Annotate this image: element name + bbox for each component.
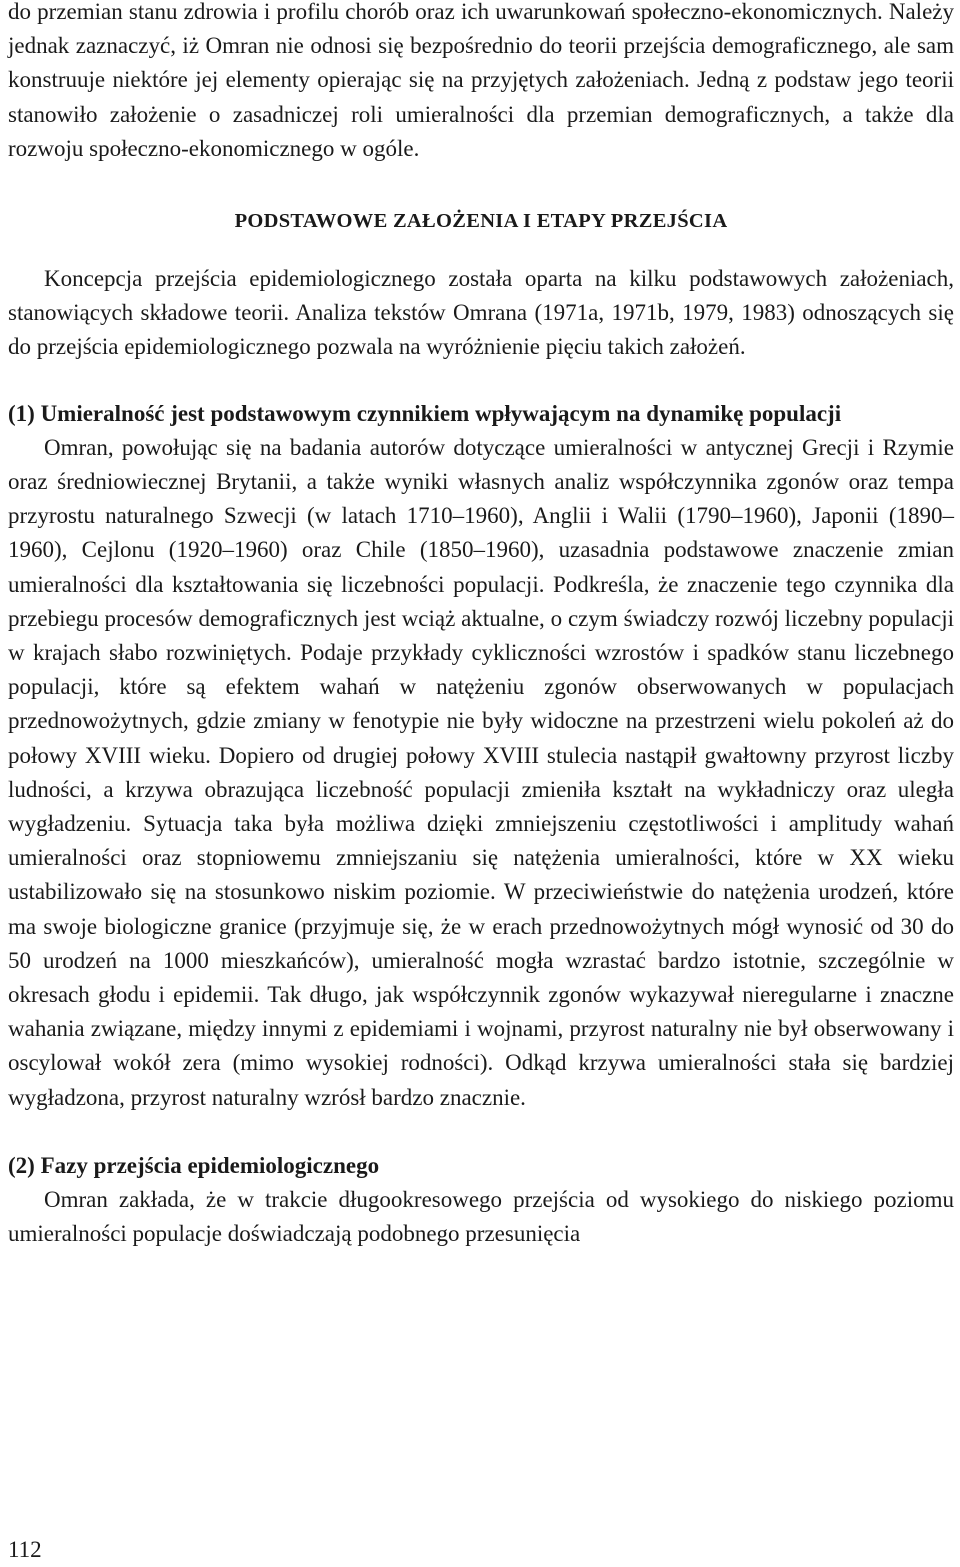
subheading-phases: (2) Fazy przejścia epidemiologicznego — [8, 1152, 380, 1178]
page-number: 112 — [8, 1537, 42, 1562]
document-page — [8, 0, 954, 1252]
mortality-paragraph: Omran, powołując się na badania autorów dotyczące umieralności w antycznej Grecji i Rzymie oraz średniowiecznej Brytanii, a także wyniki własnych analiz współczynnika zgonów oraz tempa przyrostu naturalnego Szwecji (w latach 1710–1960), Anglii i Walii (1790–1960), Japonii (1890–1960), Cejlonu (1920–1960) oraz Chile (1850–1960), uzasadnia podstawowe znaczenie zmian umieralności dla kształtowania się liczebności populacji. Podkreśla, że znaczenie tego czynnika dla przebiegu procesów demograficznych jest wciąż aktualne, o czym świadczy rozwój liczebny populacji w krajach słabo rozwiniętych. Podaje przykłady cykliczności wzrostów i spadków stanu liczebnego populacji, które są efektem wahań w natężeniu zgonów obserwowanych w populacjach przednowożytnych, gdzie zmiany w fenotypie nie były widoczne na przestrzeni wielu pokoleń aż do połowy XVIII wieku. Dopiero od drugiej połowy XVIII stulecia nastąpił gwałtowny przyrost liczby ludności, a krzywa obrazująca liczebność populacji zmieniła kształt na wykładniczy oraz uległa wygładzeniu. Sytuacja taka była możliwa dzięki zmniejszeniu częstotliwości i amplitudy wahań umieralności oraz stopniowemu zmniejszaniu się natężenia umieralności, które w XX wieku ustabilizowało się na stosunkowo niskim poziomie. W przeciwieństwie do natężenia urodzeń, które ma swoje biologiczne granice (przyjmuje się, że w erach przednowożytnych mógł wynosić od 30 do 50 urodzeń na 1000 mieszkańców), umieralność mogła wzrastać bardzo istotnie, szczególnie w okresach głodu i epidemii. Tak długo, jak współczynnik zgonów wykazywał nieregularne i znaczne wahania związane, między innymi z epidemiami i wojnami, przyrost naturalny nie był obserwowany i oscylował wokół zera (mimo wysokiej rodności). Odkąd krzywa umieralności stała się bardziej wygładzona, przyrost naturalny wzrósł bardzo znacznie. — [8, 434, 954, 1110]
intro-paragraph: do przemian stanu zdrowia i profilu chorób oraz ich uwarunkowań społeczno-ekonomicznych. Należy jednak zaznaczyć, iż Omran nie odnosi się bezpośrednio do teorii przejścia demograficznego, ale sam konstruuje niektóre jej elementy opierając się na przyjętych założeniach. Jedną z podstaw jego teorii stanowiło założenie o zasadniczej roli umieralności dla przemian demograficznych, a także dla rozwoju społeczno-ekonomicznego w ogóle. — [8, 0, 954, 161]
phases-paragraph: Omran zakłada, że w trakcie długookresowego przejścia od wysokiego do niskiego poziomu umieralności populacje doświadczają podobnego przesunięcia — [8, 1187, 954, 1247]
concept-paragraph: Koncepcja przejścia epidemiologicznego została oparta na kilku podstawowych założeniach, stanowiących składowe teorii. Analiza tekstów Omrana (1971a, 1971b, 1979, 1983) odnoszących się do przejścia epidemiologicznego pozwala na wyróżnienie pięciu takich założeń. — [8, 266, 954, 360]
section-heading: PODSTAWOWE ZAŁOŻENIA I ETAPY PRZEJŚCIA — [234, 210, 728, 233]
subheading-mortality: (1) Umieralność jest podstawowym czynnikiem wpływającym na dynamikę populacji — [8, 400, 842, 426]
